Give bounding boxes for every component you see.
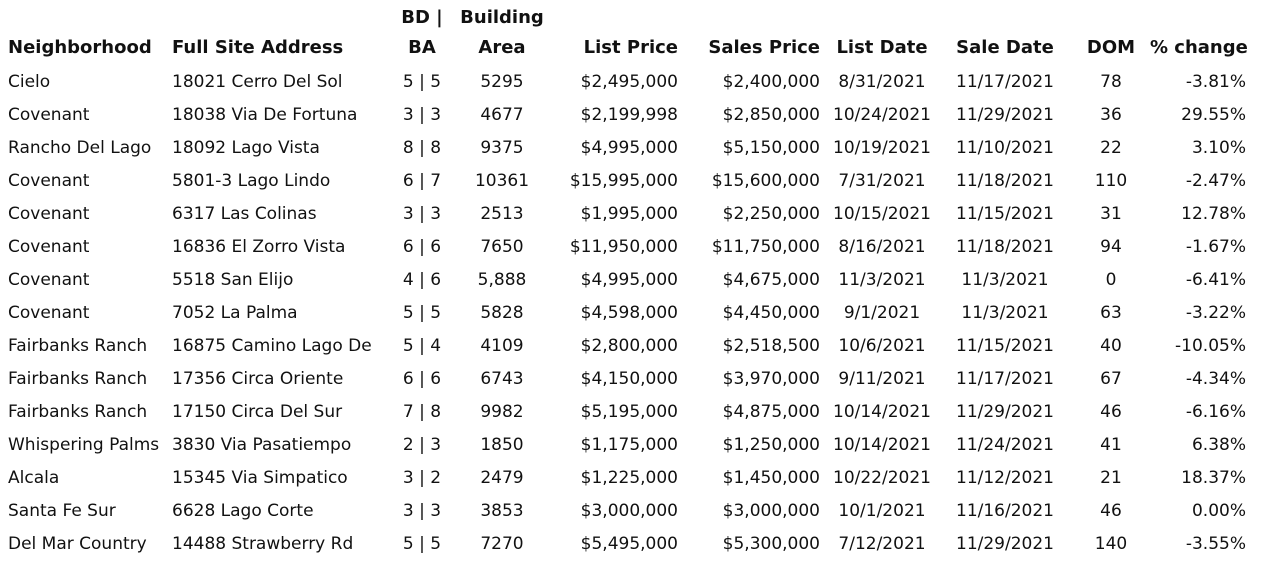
cell-bd-ba: 3 | 2: [402, 468, 442, 488]
cell-list-price: $3,000,000: [580, 501, 678, 521]
header-bd-ba: [388, 0, 456, 66]
cell-neighborhood: Covenant: [8, 171, 90, 191]
cell-list-date: 7/31/2021: [838, 171, 926, 191]
cell-sale-date: 11/29/2021: [956, 105, 1054, 125]
header-sales-price: Sales Price: [708, 37, 820, 58]
cell-building-area: 10361: [474, 171, 530, 191]
cell-address: 16836 El Zorro Vista: [172, 237, 346, 257]
header-building-area: [456, 0, 548, 66]
cell-bd-ba: 5 | 5: [402, 303, 442, 323]
cell-bd-ba: 2 | 3: [402, 435, 442, 455]
cell-pct-change: -6.16%: [1185, 402, 1246, 422]
cell-sales-price: $5,150,000: [722, 138, 820, 158]
table-row: [0, 231, 1280, 264]
cell-list-date: 8/16/2021: [838, 237, 926, 257]
cell-dom: 36: [1100, 105, 1122, 125]
cell-bd-ba: 3 | 3: [402, 204, 442, 224]
cell-pct-change: 12.78%: [1181, 204, 1246, 224]
cell-sale-date: 11/18/2021: [956, 237, 1054, 257]
cell-building-area: 2513: [480, 204, 524, 224]
cell-dom: 21: [1100, 468, 1122, 488]
header-neighborhood: Neighborhood: [8, 37, 152, 58]
cell-sale-date: 11/24/2021: [956, 435, 1054, 455]
cell-bd-ba: 5 | 4: [402, 336, 442, 356]
header-dom: DOM: [1086, 37, 1136, 58]
cell-list-date: 9/11/2021: [838, 369, 926, 389]
cell-address: 5801-3 Lago Lindo: [172, 171, 331, 191]
cell-dom: 78: [1100, 72, 1122, 92]
cell-sale-date: 11/18/2021: [956, 171, 1054, 191]
cell-pct-change: -6.41%: [1185, 270, 1246, 290]
header-pct-change: % change: [1150, 37, 1248, 58]
cell-address: 14488 Strawberry Rd: [172, 534, 354, 554]
cell-sales-price: $3,970,000: [722, 369, 820, 389]
cell-list-price: $4,150,000: [580, 369, 678, 389]
cell-neighborhood: Covenant: [8, 204, 90, 224]
table-row: [0, 165, 1280, 198]
cell-list-date: 8/31/2021: [838, 72, 926, 92]
cell-list-date: 10/6/2021: [838, 336, 926, 356]
cell-address: 18021 Cerro Del Sol: [172, 72, 343, 92]
cell-building-area: 7270: [480, 534, 524, 554]
cell-list-price: $4,995,000: [580, 270, 678, 290]
cell-list-date: 10/19/2021: [833, 138, 931, 158]
cell-bd-ba: 4 | 6: [402, 270, 442, 290]
cell-address: 15345 Via Simpatico: [172, 468, 348, 488]
table-body: [0, 66, 1280, 561]
table-row: [0, 528, 1280, 561]
cell-sales-price: $3,000,000: [722, 501, 820, 521]
cell-sales-price: $5,300,000: [722, 534, 820, 554]
cell-neighborhood: Covenant: [8, 237, 90, 257]
cell-building-area: 6743: [480, 369, 524, 389]
cell-bd-ba: 6 | 6: [402, 237, 442, 257]
cell-sales-price: $4,675,000: [722, 270, 820, 290]
cell-address: 16875 Camino Lago De: [172, 336, 372, 356]
cell-sales-price: $15,600,000: [711, 171, 820, 191]
cell-list-price: $5,495,000: [580, 534, 678, 554]
table-row: [0, 330, 1280, 363]
cell-list-price: $15,995,000: [569, 171, 678, 191]
cell-dom: 41: [1100, 435, 1122, 455]
header-bd-ba-top: BD |: [401, 7, 443, 28]
cell-building-area: 7650: [480, 237, 524, 257]
cell-list-date: 10/22/2021: [833, 468, 931, 488]
cell-list-price: $11,950,000: [569, 237, 678, 257]
cell-sales-price: $4,875,000: [722, 402, 820, 422]
cell-sales-price: $2,518,500: [722, 336, 820, 356]
header-bd-ba-bottom: BA: [408, 37, 436, 58]
cell-sales-price: $11,750,000: [711, 237, 820, 257]
cell-list-date: 10/24/2021: [833, 105, 931, 125]
cell-bd-ba: 8 | 8: [402, 138, 442, 158]
cell-sales-price: $1,450,000: [722, 468, 820, 488]
cell-bd-ba: 3 | 3: [402, 105, 442, 125]
cell-sale-date: 11/17/2021: [956, 72, 1054, 92]
cell-sale-date: 11/12/2021: [956, 468, 1054, 488]
cell-building-area: 3853: [480, 501, 524, 521]
cell-building-area: 2479: [480, 468, 524, 488]
cell-sale-date: 11/16/2021: [956, 501, 1054, 521]
cell-pct-change: -3.55%: [1185, 534, 1246, 554]
header-row: [0, 0, 1280, 66]
cell-sale-date: 11/10/2021: [956, 138, 1054, 158]
cell-sales-price: $4,450,000: [722, 303, 820, 323]
cell-dom: 22: [1100, 138, 1122, 158]
cell-dom: 67: [1100, 369, 1122, 389]
cell-neighborhood: Alcala: [8, 468, 60, 488]
cell-building-area: 4677: [480, 105, 524, 125]
cell-sales-price: $2,400,000: [722, 72, 820, 92]
cell-neighborhood: Del Mar Country: [8, 534, 147, 554]
cell-address: 18038 Via De Fortuna: [172, 105, 358, 125]
cell-sales-price: $2,250,000: [722, 204, 820, 224]
table-row: [0, 99, 1280, 132]
table-row: [0, 198, 1280, 231]
cell-pct-change: -10.05%: [1175, 336, 1246, 356]
cell-neighborhood: Covenant: [8, 270, 90, 290]
cell-bd-ba: 5 | 5: [402, 72, 442, 92]
header-list-price: List Price: [583, 37, 678, 58]
cell-neighborhood: Santa Fe Sur: [8, 501, 116, 521]
cell-list-price: $5,195,000: [580, 402, 678, 422]
cell-list-price: $1,995,000: [580, 204, 678, 224]
cell-sale-date: 11/3/2021: [961, 303, 1049, 323]
cell-dom: 94: [1100, 237, 1122, 257]
cell-neighborhood: Fairbanks Ranch: [8, 369, 148, 389]
header-building-area-bottom: Area: [478, 37, 526, 58]
cell-dom: 40: [1100, 336, 1122, 356]
cell-list-date: 11/3/2021: [838, 270, 926, 290]
cell-sale-date: 11/29/2021: [956, 534, 1054, 554]
cell-list-price: $4,598,000: [580, 303, 678, 323]
cell-list-price: $2,199,998: [580, 105, 678, 125]
cell-list-date: 10/1/2021: [838, 501, 926, 521]
cell-list-date: 10/14/2021: [833, 435, 931, 455]
cell-dom: 110: [1094, 171, 1128, 191]
cell-address: 17356 Circa Oriente: [172, 369, 344, 389]
table-row: [0, 429, 1280, 462]
cell-list-date: 7/12/2021: [838, 534, 926, 554]
table-row: [0, 495, 1280, 528]
cell-list-price: $2,800,000: [580, 336, 678, 356]
cell-sale-date: 11/15/2021: [956, 204, 1054, 224]
cell-pct-change: -3.22%: [1185, 303, 1246, 323]
cell-bd-ba: 7 | 8: [402, 402, 442, 422]
cell-pct-change: -3.81%: [1185, 72, 1246, 92]
cell-building-area: 5295: [480, 72, 524, 92]
cell-bd-ba: 3 | 3: [402, 501, 442, 521]
cell-pct-change: 0.00%: [1191, 501, 1246, 521]
header-building-area-top: Building: [460, 7, 544, 28]
cell-sale-date: 11/3/2021: [961, 270, 1049, 290]
cell-dom: 46: [1100, 501, 1122, 521]
cell-pct-change: 6.38%: [1191, 435, 1246, 455]
table-row: [0, 396, 1280, 429]
cell-list-price: $1,175,000: [580, 435, 678, 455]
cell-neighborhood: Fairbanks Ranch: [8, 336, 148, 356]
cell-pct-change: 3.10%: [1191, 138, 1246, 158]
cell-neighborhood: Rancho Del Lago: [8, 138, 152, 158]
cell-address: 7052 La Palma: [172, 303, 298, 323]
cell-building-area: 5,888: [477, 270, 527, 290]
cell-dom: 140: [1094, 534, 1128, 554]
cell-address: 3830 Via Pasatiempo: [172, 435, 352, 455]
cell-building-area: 1850: [480, 435, 524, 455]
cell-neighborhood: Cielo: [8, 72, 51, 92]
cell-building-area: 9375: [480, 138, 524, 158]
table-row: [0, 66, 1280, 99]
cell-building-area: 5828: [480, 303, 524, 323]
cell-neighborhood: Fairbanks Ranch: [8, 402, 148, 422]
cell-list-date: 10/15/2021: [833, 204, 931, 224]
cell-pct-change: 18.37%: [1181, 468, 1246, 488]
cell-bd-ba: 6 | 7: [402, 171, 442, 191]
cell-building-area: 4109: [480, 336, 524, 356]
cell-neighborhood: Covenant: [8, 105, 90, 125]
table-row: [0, 132, 1280, 165]
cell-address: 18092 Lago Vista: [172, 138, 320, 158]
cell-sale-date: 11/15/2021: [956, 336, 1054, 356]
table-row: [0, 363, 1280, 396]
header-full-site-address: Full Site Address: [172, 37, 344, 58]
cell-list-date: 10/14/2021: [833, 402, 931, 422]
cell-list-price: $1,225,000: [580, 468, 678, 488]
cell-list-price: $4,995,000: [580, 138, 678, 158]
table-row: [0, 462, 1280, 495]
header-sale-date: Sale Date: [956, 37, 1054, 58]
cell-sales-price: $2,850,000: [722, 105, 820, 125]
cell-list-date: 9/1/2021: [843, 303, 921, 323]
cell-bd-ba: 5 | 5: [402, 534, 442, 554]
cell-bd-ba: 6 | 6: [402, 369, 442, 389]
table-row: [0, 297, 1280, 330]
cell-pct-change: -1.67%: [1185, 237, 1246, 257]
cell-pct-change: 29.55%: [1181, 105, 1246, 125]
cell-sales-price: $1,250,000: [722, 435, 820, 455]
cell-sale-date: 11/29/2021: [956, 402, 1054, 422]
cell-neighborhood: Whispering Palms: [8, 435, 160, 455]
cell-sale-date: 11/17/2021: [956, 369, 1054, 389]
cell-address: 6317 Las Colinas: [172, 204, 317, 224]
cell-dom: 46: [1100, 402, 1122, 422]
cell-pct-change: -2.47%: [1185, 171, 1246, 191]
cell-address: 6628 Lago Corte: [172, 501, 314, 521]
cell-dom: 31: [1100, 204, 1122, 224]
cell-building-area: 9982: [480, 402, 524, 422]
cell-address: 5518 San Elijo: [172, 270, 294, 290]
cell-pct-change: -4.34%: [1185, 369, 1246, 389]
header-list-date: List Date: [836, 37, 928, 58]
cell-address: 17150 Circa Del Sur: [172, 402, 343, 422]
cell-list-price: $2,495,000: [580, 72, 678, 92]
cell-dom: 0: [1105, 270, 1117, 290]
cell-neighborhood: Covenant: [8, 303, 90, 323]
cell-dom: 63: [1100, 303, 1122, 323]
table-row: [0, 264, 1280, 297]
